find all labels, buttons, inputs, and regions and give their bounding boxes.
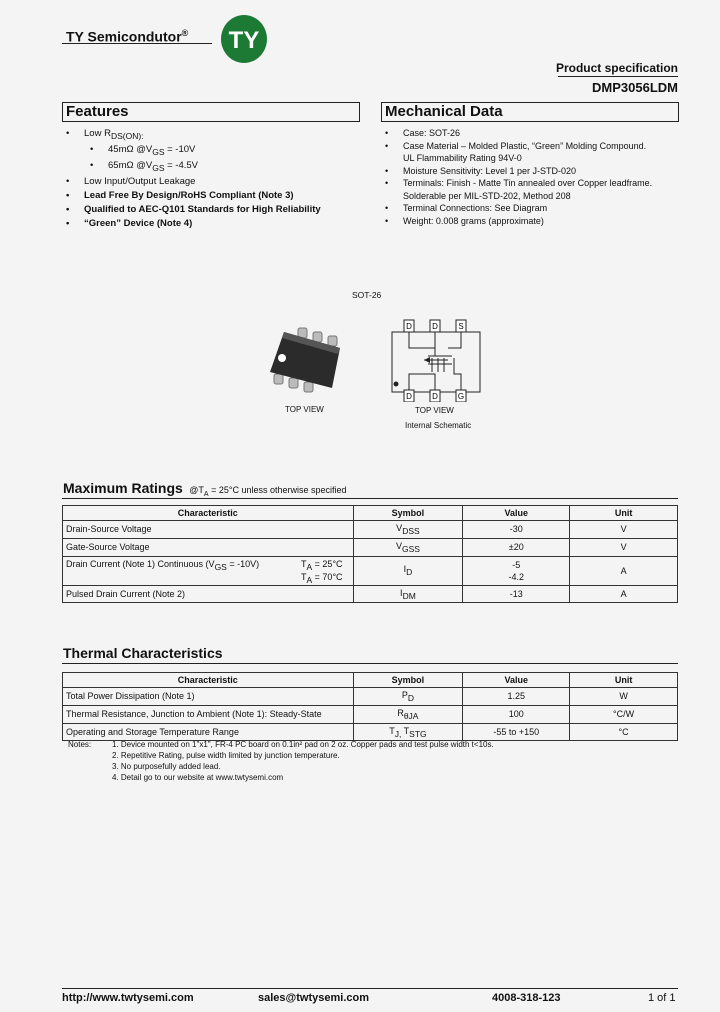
part-number: DMP3056LDM xyxy=(592,80,678,95)
notes-section xyxy=(62,739,678,789)
table-row xyxy=(63,705,678,723)
cell-unit: V xyxy=(570,521,678,539)
column-header: Value xyxy=(463,506,570,521)
cell-characteristic: Thermal Resistance, Junction to Ambient (Note 1): Steady-State xyxy=(63,705,354,723)
cell-symbol: $R_{\theta JA}$ xyxy=(353,705,463,723)
company-logo xyxy=(220,14,268,64)
list-item: • Low $R_{DS(ON):}$ xyxy=(62,127,362,143)
cell-value: -13 xyxy=(463,585,570,603)
logo-text: TY xyxy=(228,27,260,54)
table-row xyxy=(63,556,678,585)
cell-characteristic: Drain-Source Voltage xyxy=(63,521,354,539)
table-row xyxy=(63,688,678,706)
cell-symbol: $I_D$ xyxy=(353,556,463,585)
schematic-caption: Internal Schematic xyxy=(405,421,472,430)
mechanical-title: Mechanical Data xyxy=(381,102,679,122)
cell-characteristic: Operating and Storage Temperature Range xyxy=(63,723,354,741)
cell-characteristic: Total Power Dissipation (Note 1) xyxy=(63,688,354,706)
footer-email[interactable]: sales@twtysemi.com xyxy=(258,992,369,1004)
cell-value: -30 xyxy=(463,521,570,539)
pin-bottom-1: D xyxy=(406,392,412,401)
pin-top-1: D xyxy=(406,322,412,331)
list-item: • Terminals: Finish - Matte Tin annealed over Copper leadframe. xyxy=(381,177,681,190)
column-header: Unit xyxy=(570,673,678,688)
cell-unit: A xyxy=(570,556,678,585)
footer-rule xyxy=(62,988,678,989)
cell-characteristic: Drain Current (Note 1) Continuous $(V_{GS} = -10V)$ $T_A = 25^\circ C$ $T_A = 70^\circ C$ xyxy=(63,556,354,585)
note-item: 4. Detail go to our website at www.twtysemi.com xyxy=(112,773,284,782)
footer-page: 1 of 1 xyxy=(648,992,676,1004)
notes-label: Notes: xyxy=(68,740,92,749)
features-list xyxy=(62,127,362,231)
schematic-top-view-label: TOP VIEW xyxy=(415,406,454,415)
pin-top-2: D xyxy=(432,322,438,331)
list-item: • Qualified to AEC-Q101 Standards for High Reliability xyxy=(62,203,362,217)
pin-bottom-2: D xyxy=(432,392,438,401)
cell-symbol: $T_{J,}$ $T_{STG}$ xyxy=(353,723,463,741)
thermal-title: Thermal Characteristics xyxy=(63,645,223,661)
header-rule-right xyxy=(558,76,678,77)
thermal-heading xyxy=(62,645,678,664)
cell-value: -55 to +150 xyxy=(463,723,570,741)
mechanical-list xyxy=(381,127,681,227)
thermal-table xyxy=(62,672,678,741)
table-row xyxy=(63,538,678,556)
cell-symbol: $P_D$ xyxy=(353,688,463,706)
pin-top-3: S xyxy=(458,322,464,331)
footer-phone: 4008-318-123 xyxy=(492,992,561,1004)
column-header: Value xyxy=(463,673,570,688)
notes-list xyxy=(112,739,494,783)
list-item: • Lead Free By Design/RoHS Compliant (Note 3) xyxy=(62,189,362,203)
product-spec-label: Product specification xyxy=(555,61,678,75)
max-ratings-condition: $@T_A = 25^\circ C$ unless otherwise specified xyxy=(189,485,347,498)
note-item: 1. Device mounted on 1"x1", FR-4 PC board on 0.1in² pad on 2 oz. Copper pads and test pulse width t<10s. xyxy=(112,740,494,749)
column-header: Symbol xyxy=(353,506,463,521)
cell-value: 1.25 xyxy=(463,688,570,706)
list-item: • Moisture Sensitivity: Level 1 per J-STD-020 xyxy=(381,165,681,178)
table-row xyxy=(63,521,678,539)
cell-characteristic: Gate-Source Voltage xyxy=(63,538,354,556)
column-header: Characteristic xyxy=(63,506,354,521)
cell-value: ±20 xyxy=(463,538,570,556)
header-rule-left xyxy=(62,43,212,44)
column-header: Symbol xyxy=(353,673,463,688)
list-item-continued: UL Flammability Rating 94V-0 xyxy=(403,153,522,163)
cell-value: -5 -4.2 xyxy=(463,556,570,585)
cell-unit: °C/W xyxy=(570,705,678,723)
cell-symbol: $V_{DSS}$ xyxy=(353,521,463,539)
cell-characteristic: Pulsed Drain Current (Note 2) xyxy=(63,585,354,603)
cell-value: 100 xyxy=(463,705,570,723)
table-row xyxy=(63,585,678,603)
cell-unit: W xyxy=(570,688,678,706)
cell-symbol: $I_{DM}$ xyxy=(353,585,463,603)
max-ratings-title: Maximum Ratings xyxy=(63,480,183,496)
list-item: • 65mΩ $@V_{GS} = -4.5V$ xyxy=(62,159,362,175)
note-item: 3. No purposefully added lead. xyxy=(112,762,221,771)
cell-unit: °C xyxy=(570,723,678,741)
list-item: • Terminal Connections: See Diagram xyxy=(381,202,681,215)
max-ratings-heading xyxy=(62,480,678,499)
max-ratings-table xyxy=(62,505,678,603)
features-title: Features xyxy=(62,102,360,122)
list-item: • Low Input/Output Leakage xyxy=(62,175,362,189)
column-header: Characteristic xyxy=(63,673,354,688)
table-header-row xyxy=(63,673,678,688)
list-item: • Case Material – Molded Plastic, “Green” Molding Compound. xyxy=(381,140,681,153)
list-item: • 45mΩ $@V_{GS} = -10V$ xyxy=(62,143,362,159)
cell-unit: A xyxy=(570,585,678,603)
cell-symbol: $V_{GSS}$ xyxy=(353,538,463,556)
cell-unit: V xyxy=(570,538,678,556)
list-item-continued: Solderable per MIL-STD-202, Method 208 xyxy=(403,190,571,201)
package-title: SOT-26 xyxy=(352,290,382,300)
top-view-label: TOP VIEW xyxy=(285,405,324,414)
list-item: • Weight: 0.008 grams (approximate) xyxy=(381,215,681,228)
list-item: • “Green” Device (Note 4) xyxy=(62,217,362,231)
footer-website[interactable]: http://www.twtysemi.com xyxy=(62,992,194,1004)
list-item: • Case: SOT-26 xyxy=(381,127,681,140)
internal-schematic xyxy=(388,318,484,402)
company-name: TY Semicondutor® xyxy=(66,28,189,45)
pin-bottom-3: G xyxy=(457,392,465,401)
column-header: Unit xyxy=(570,506,678,521)
note-item: 2. Repetitive Rating, pulse width limited by junction temperature. xyxy=(112,751,340,760)
table-header-row xyxy=(63,506,678,521)
package-3d-drawing xyxy=(262,320,352,400)
